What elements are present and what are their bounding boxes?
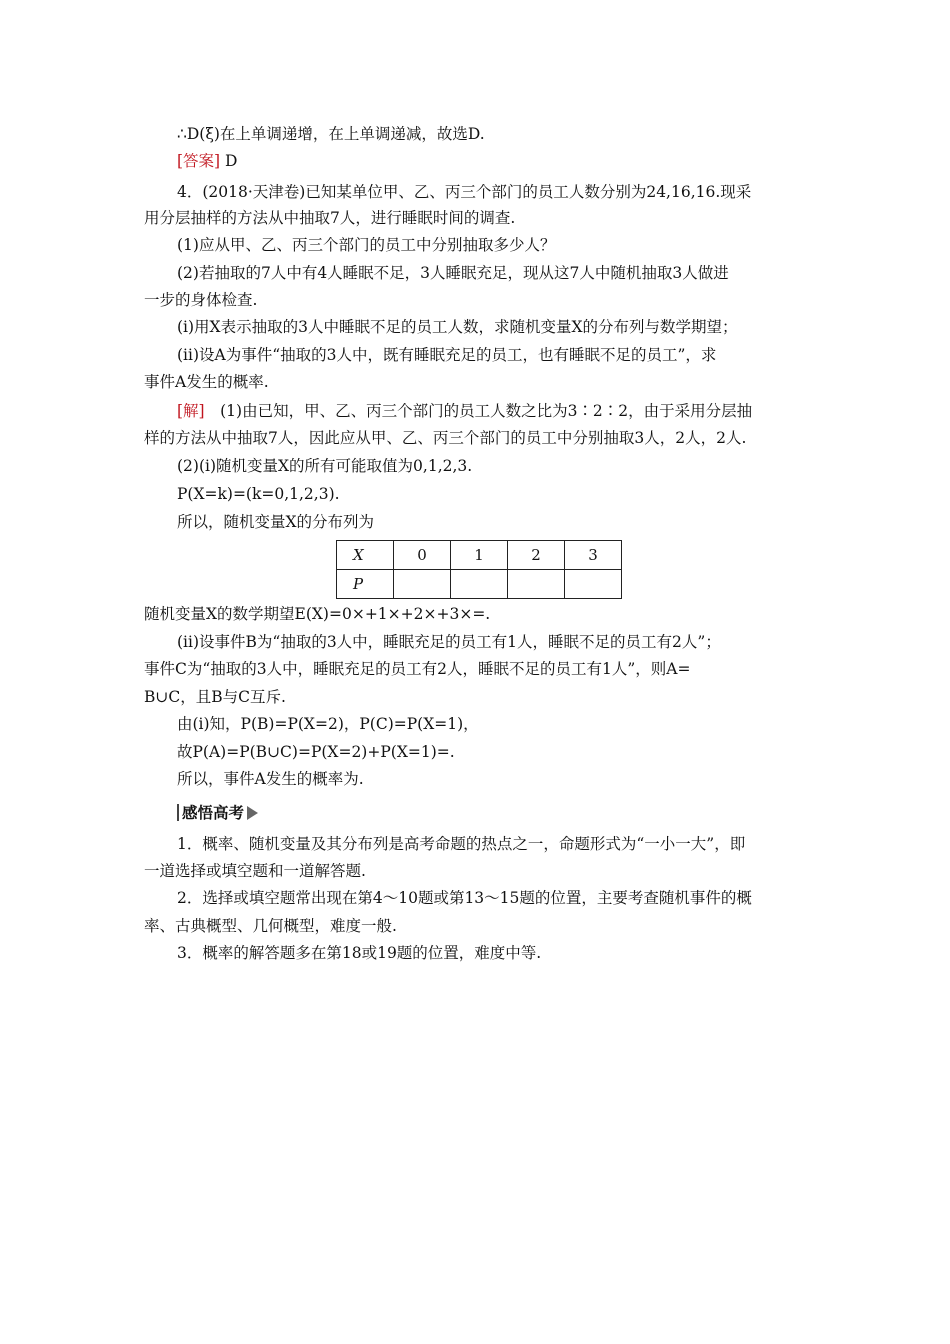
table-cell [508,570,565,599]
problem-line: 事件A发生的概率. [144,373,269,391]
solution-line: 所以，事件A发生的概率为. [177,770,364,788]
solution-line: P(X=k)=(k=0,1,2,3). [177,485,340,503]
answer-value: D [220,152,238,170]
summary-line: 2．选择或填空题常出现在第4～10题或第13～15题的位置，主要考查随机事件的概 [177,889,752,907]
summary-line: 一道选择或填空题和一道解答题. [144,862,366,880]
problem-line: 4．(2018·天津卷)已知某单位甲、乙、丙三个部门的员工人数分别为24,16,16.现采 [177,183,752,201]
solution-line [177,401,752,421]
solution-text: (1)由已知，甲、乙、丙三个部门的员工人数之比为3∶2∶2，由于采用分层抽 [204,402,753,420]
table-cell: 0 [394,541,451,570]
table-cell: 2 [508,541,565,570]
answer-line [177,151,237,171]
solution-line: 样的方法从中抽取7人，因此应从甲、乙、丙三个部门的员工中分别抽取3人，2人，2人. [144,429,747,447]
triangle-right-icon [247,806,258,820]
solution-line: 所以，随机变量X的分布列为 [177,513,375,531]
solution-line: 随机变量X的数学期望E(X)=0×+1×+2×+3×=. [144,605,491,623]
table-row [337,541,622,570]
problem-line: 一步的身体检查. [144,291,258,309]
answer-label: [答案] [177,152,221,170]
problem-line: (2)若抽取的7人中有4人睡眠不足，3人睡眠充足，现从这7人中随机抽取3人做进 [177,264,729,282]
text-line: ∴D(ξ)在上单调递增，在上单调递减，故选D. [177,125,485,143]
table-row [337,570,622,599]
section-title: 感悟高考 [182,804,245,822]
solution-line: B∪C，且B与C互斥. [144,688,286,706]
summary-line: 1．概率、随机变量及其分布列是高考命题的热点之一，命题形式为“一小一大”，即 [177,835,746,853]
heading-bar [177,804,179,821]
solution-line: 由(ⅰ)知，P(B)=P(X=2)，P(C)=P(X=1)， [177,715,479,733]
problem-line: (1)应从甲、乙、丙三个部门的员工中分别抽取多少人？ [177,236,556,254]
table-cell [394,570,451,599]
solution-line: (2)(ⅰ)随机变量X的所有可能取值为0,1,2,3. [177,457,473,475]
table-cell: 3 [565,541,622,570]
summary-line: 率、古典概型、几何概型，难度一般. [144,917,397,935]
table-cell: X [337,541,394,570]
table-cell [565,570,622,599]
solution-line: 故P(A)=P(B∪C)=P(X=2)+P(X=1)=. [177,743,455,761]
solution-line: (ⅱ)设事件B为“抽取的3人中，睡眠充足的员工有1人，睡眠不足的员工有2人”； [177,633,721,651]
table-cell: P [337,570,394,599]
solution-label: [解] [177,402,205,420]
section-heading [177,803,258,823]
problem-line: (ⅰ)用X表示抽取的3人中睡眠不足的员工人数，求随机变量X的分布列与数学期望； [177,318,738,336]
distribution-table [336,540,622,599]
problem-line: 用分层抽样的方法从中抽取7人，进行睡眠时间的调查. [144,209,516,227]
summary-line: 3．概率的解答题多在第18或19题的位置，难度中等. [177,944,542,962]
problem-line: (ⅱ)设A为事件“抽取的3人中，既有睡眠充足的员工，也有睡眠不足的员工”，求 [177,346,717,364]
solution-line: 事件C为“抽取的3人中，睡眠充足的员工有2人，睡眠不足的员工有1人”，则A= [144,660,691,678]
table-cell: 1 [451,541,508,570]
table-cell [451,570,508,599]
